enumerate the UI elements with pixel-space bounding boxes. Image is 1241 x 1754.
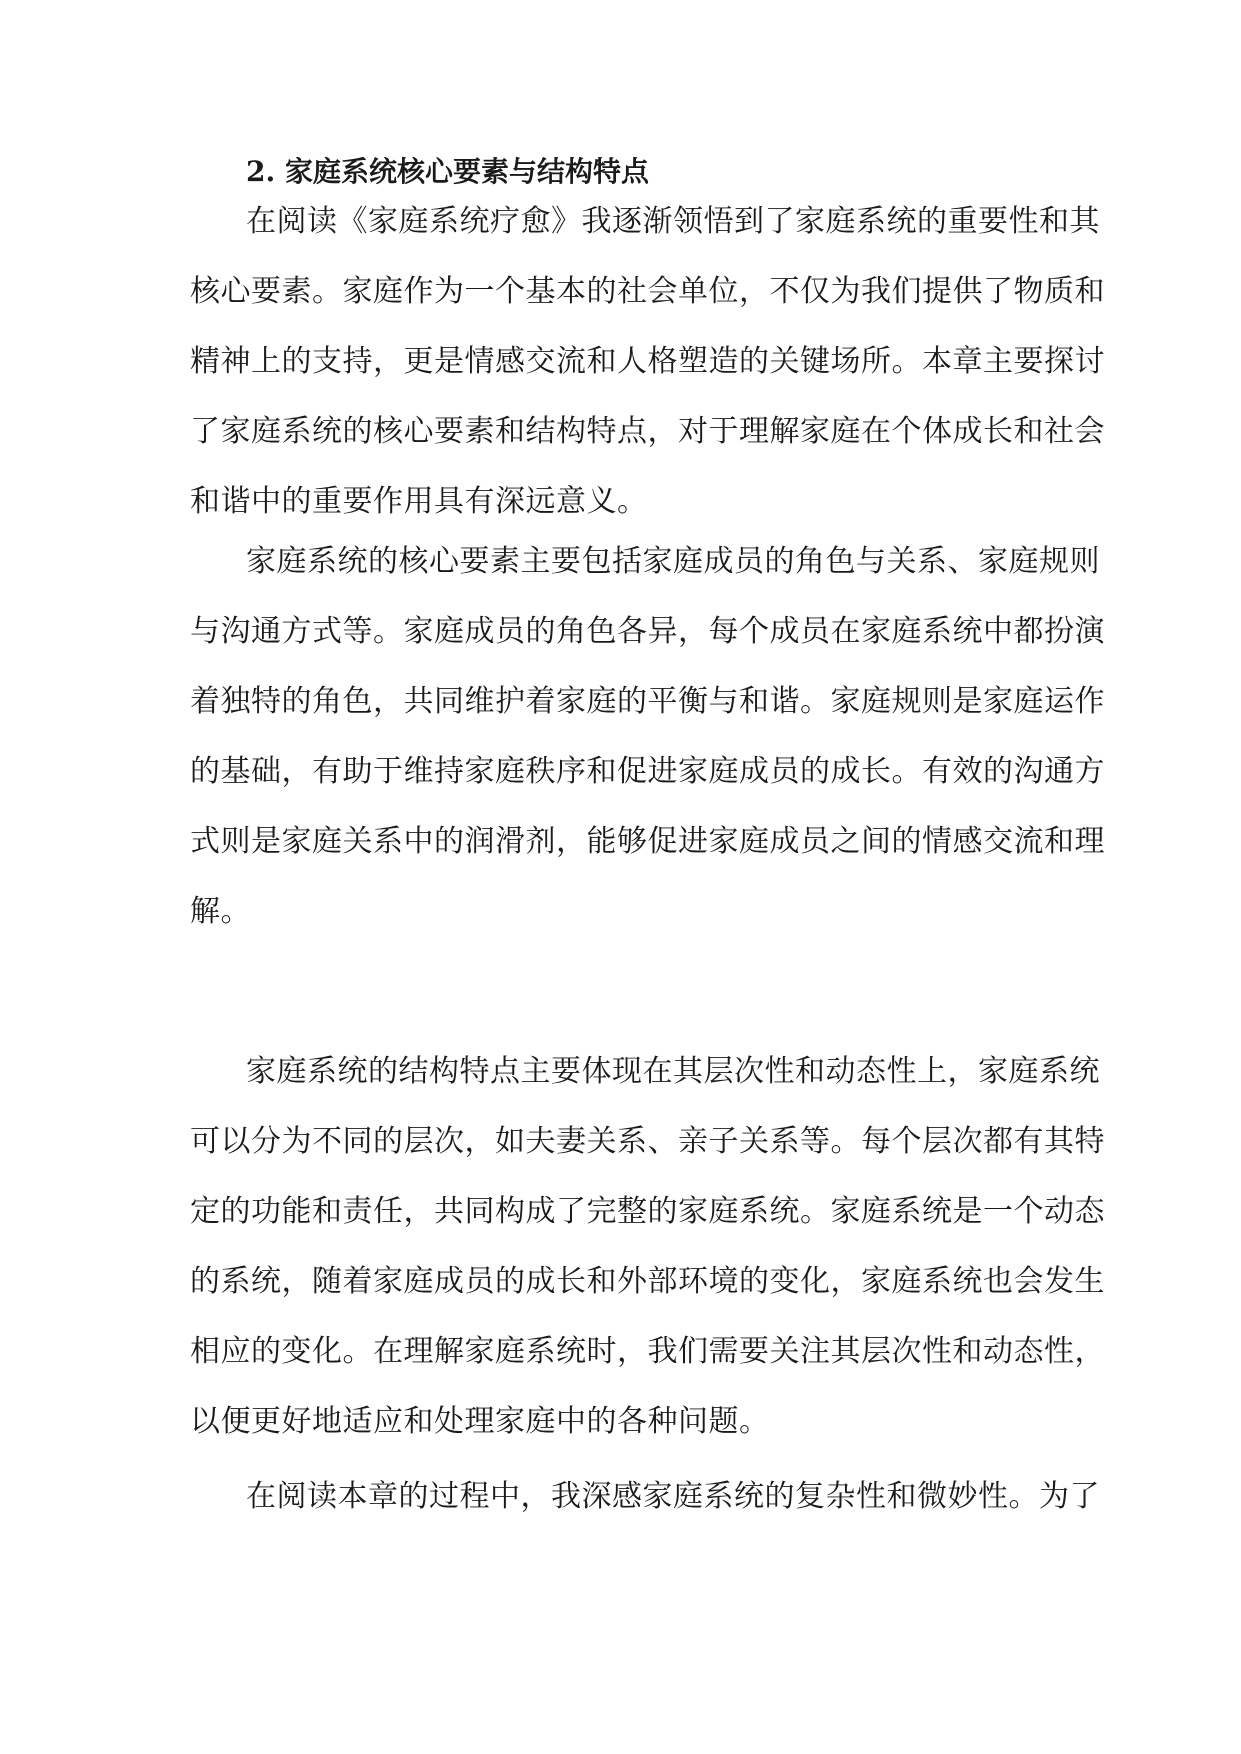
- paragraph-line: 定的功能和责任，共同构成了完整的家庭系统。家庭系统是一个动态: [190, 1194, 1105, 1229]
- paragraph-line: 在阅读《家庭系统疗愈》我逐渐领悟到了家庭系统的重要性和其: [246, 204, 1100, 239]
- paragraph-line: 的基础，有助于维持家庭秩序和促进家庭成员的成长。有效的沟通方: [190, 754, 1105, 789]
- paragraph-line: 以便更好地适应和处理家庭中的各种问题。: [190, 1404, 770, 1439]
- paragraph-line: 解。: [190, 894, 251, 929]
- paragraph-4: [190, 1462, 1100, 1532]
- paragraph-1: [190, 187, 1105, 537]
- paragraph-2: [190, 527, 1105, 947]
- paragraph-3: [190, 1037, 1105, 1457]
- paragraph-line: 家庭系统的结构特点主要体现在其层次性和动态性上，家庭系统: [246, 1054, 1100, 1089]
- paragraph-line: 的系统，随着家庭成员的成长和外部环境的变化，家庭系统也会发生: [190, 1264, 1105, 1299]
- paragraph-line: 式则是家庭关系中的润滑剂，能够促进家庭成员之间的情感交流和理: [190, 824, 1105, 859]
- paragraph-line: 相应的变化。在理解家庭系统时，我们需要关注其层次性和动态性，: [190, 1334, 1105, 1369]
- paragraph-line: 可以分为不同的层次，如夫妻关系、亲子关系等。每个层次都有其特: [190, 1124, 1105, 1159]
- paragraph-line: 着独特的角色，共同维护着家庭的平衡与和谐。家庭规则是家庭运作: [190, 684, 1105, 719]
- paragraph-line: 了家庭系统的核心要素和结构特点，对于理解家庭在个体成长和社会: [190, 414, 1105, 449]
- paragraph-line: 和谐中的重要作用具有深远意义。: [190, 484, 648, 519]
- section-heading: 2. 家庭系统核心要素与结构特点: [246, 155, 649, 188]
- paragraph-line: 精神上的支持，更是情感交流和人格塑造的关键场所。本章主要探讨: [190, 344, 1105, 379]
- paragraph-line: 在阅读本章的过程中，我深感家庭系统的复杂性和微妙性。为了: [246, 1479, 1100, 1514]
- paragraph-line: 核心要素。家庭作为一个基本的社会单位，不仅为我们提供了物质和: [190, 274, 1105, 309]
- paragraph-line: 与沟通方式等。家庭成员的角色各异，每个成员在家庭系统中都扮演: [190, 614, 1105, 649]
- paragraph-line: 家庭系统的核心要素主要包括家庭成员的角色与关系、家庭规则: [246, 544, 1100, 579]
